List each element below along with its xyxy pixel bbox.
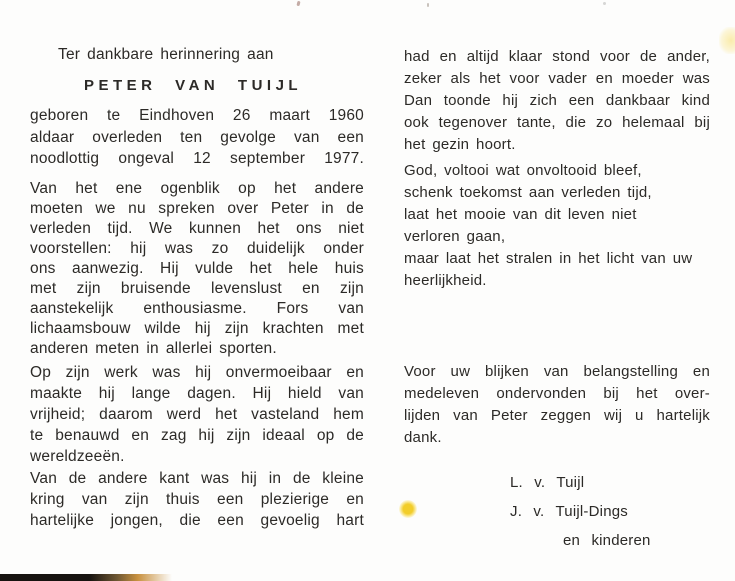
yellow-stain	[399, 500, 417, 518]
ink-speck	[427, 3, 429, 7]
text-line: kring van zijn thuis een plezierige en	[30, 490, 364, 508]
text-line: ons aanwezig. Hij vulde het hele huis	[30, 259, 364, 277]
text-line: noodlottig ongeval 12 september 1977.	[30, 150, 364, 167]
memory-paragraph-1	[30, 179, 364, 359]
text-line: anderen meten in allerlei sporten.	[30, 339, 277, 357]
text-line: Van de andere kant was hij in de kleine	[30, 469, 364, 487]
memory-paragraph-2	[30, 362, 364, 467]
text-line: medeleven ondervonden bij het over-	[404, 385, 710, 402]
text-line: moeten we nu spreken over Peter in de	[30, 199, 364, 217]
memory-paragraph-4	[404, 46, 710, 156]
text-line: zeker als het voor vader en moeder was	[404, 70, 710, 87]
signature-line-1: L. v. Tuijl	[510, 474, 585, 491]
text-line: dank.	[404, 429, 442, 446]
text-line: maar laat het stralen in het licht van uw	[404, 250, 693, 267]
text-line: hartelijke jongen, die een gevoelig hart	[30, 511, 364, 529]
text-line: lijden van Peter zeggen wij u hartelijk	[404, 407, 710, 424]
text-line: te benauwd en zag hij zijn ideaal op de	[30, 426, 364, 444]
text-line: Van het ene ogenblik op het andere	[30, 179, 364, 197]
signature-block	[404, 468, 710, 555]
text-line: vrijheid; daarom werd het vasteland hem	[30, 405, 364, 423]
right-edge-smudge	[719, 27, 735, 54]
ink-speck	[603, 2, 606, 5]
text-line: het gezin hoort.	[404, 136, 516, 153]
text-line: verloren gaan,	[404, 228, 506, 245]
text-line: Voor uw blijken van belangstelling en	[404, 363, 710, 380]
text-line: geboren te Eindhoven 26 maart 1960	[30, 107, 364, 124]
text-line: heerlijkheid.	[404, 272, 487, 289]
ink-speck	[296, 1, 300, 7]
right-text-column	[404, 44, 710, 555]
text-line: wereldzeeën.	[30, 447, 125, 465]
birth-death-paragraph	[30, 105, 364, 170]
text-line: lichaamsbouw wilde hij zijn krachten met	[30, 319, 364, 337]
deceased-name: PETER VAN TUIJL	[84, 77, 303, 94]
left-text-column	[30, 44, 364, 531]
bottom-edge-scan-strip	[0, 574, 172, 581]
prayer-paragraph	[404, 160, 710, 292]
right-paragraphs	[404, 46, 710, 449]
left-paragraphs	[30, 105, 364, 531]
text-line: ook tegenover tante, die zo helemaal bij	[404, 114, 710, 131]
text-line: met zijn bruisende levenslust en zijn	[30, 279, 364, 297]
text-line: Op zijn werk was hij onvermoeibaar en	[30, 363, 364, 381]
memory-paragraph-3	[30, 468, 364, 531]
text-line: Dan toonde hij zich een dankbaar kind	[404, 92, 710, 109]
acknowledgement-paragraph	[404, 361, 710, 449]
text-line: laat het mooie van dit leven niet	[404, 206, 637, 223]
dedication-line: Ter dankbare herinnering aan	[58, 46, 274, 63]
text-line: had en altijd klaar stond voor de ander,	[404, 48, 710, 65]
text-line: God, voltooi wat onvoltooid bleef,	[404, 162, 642, 179]
text-line: verleden tijd. We kunnen het ons niet	[30, 219, 364, 237]
text-line: maakte hij lange dagen. Hij hield van	[30, 384, 364, 402]
text-line: aldaar overleden ten gevolge van een	[30, 128, 364, 146]
signature-line-3: en kinderen	[563, 532, 651, 549]
text-line: voorstellen: hij was zo duidelijk onder	[30, 239, 364, 257]
text-line: aanstekelijk enthousiasme. Fors van	[30, 299, 364, 317]
text-line: schenk toekomst aan verleden tijd,	[404, 184, 652, 201]
signature-line-2: J. v. Tuijl-Dings	[510, 503, 628, 520]
